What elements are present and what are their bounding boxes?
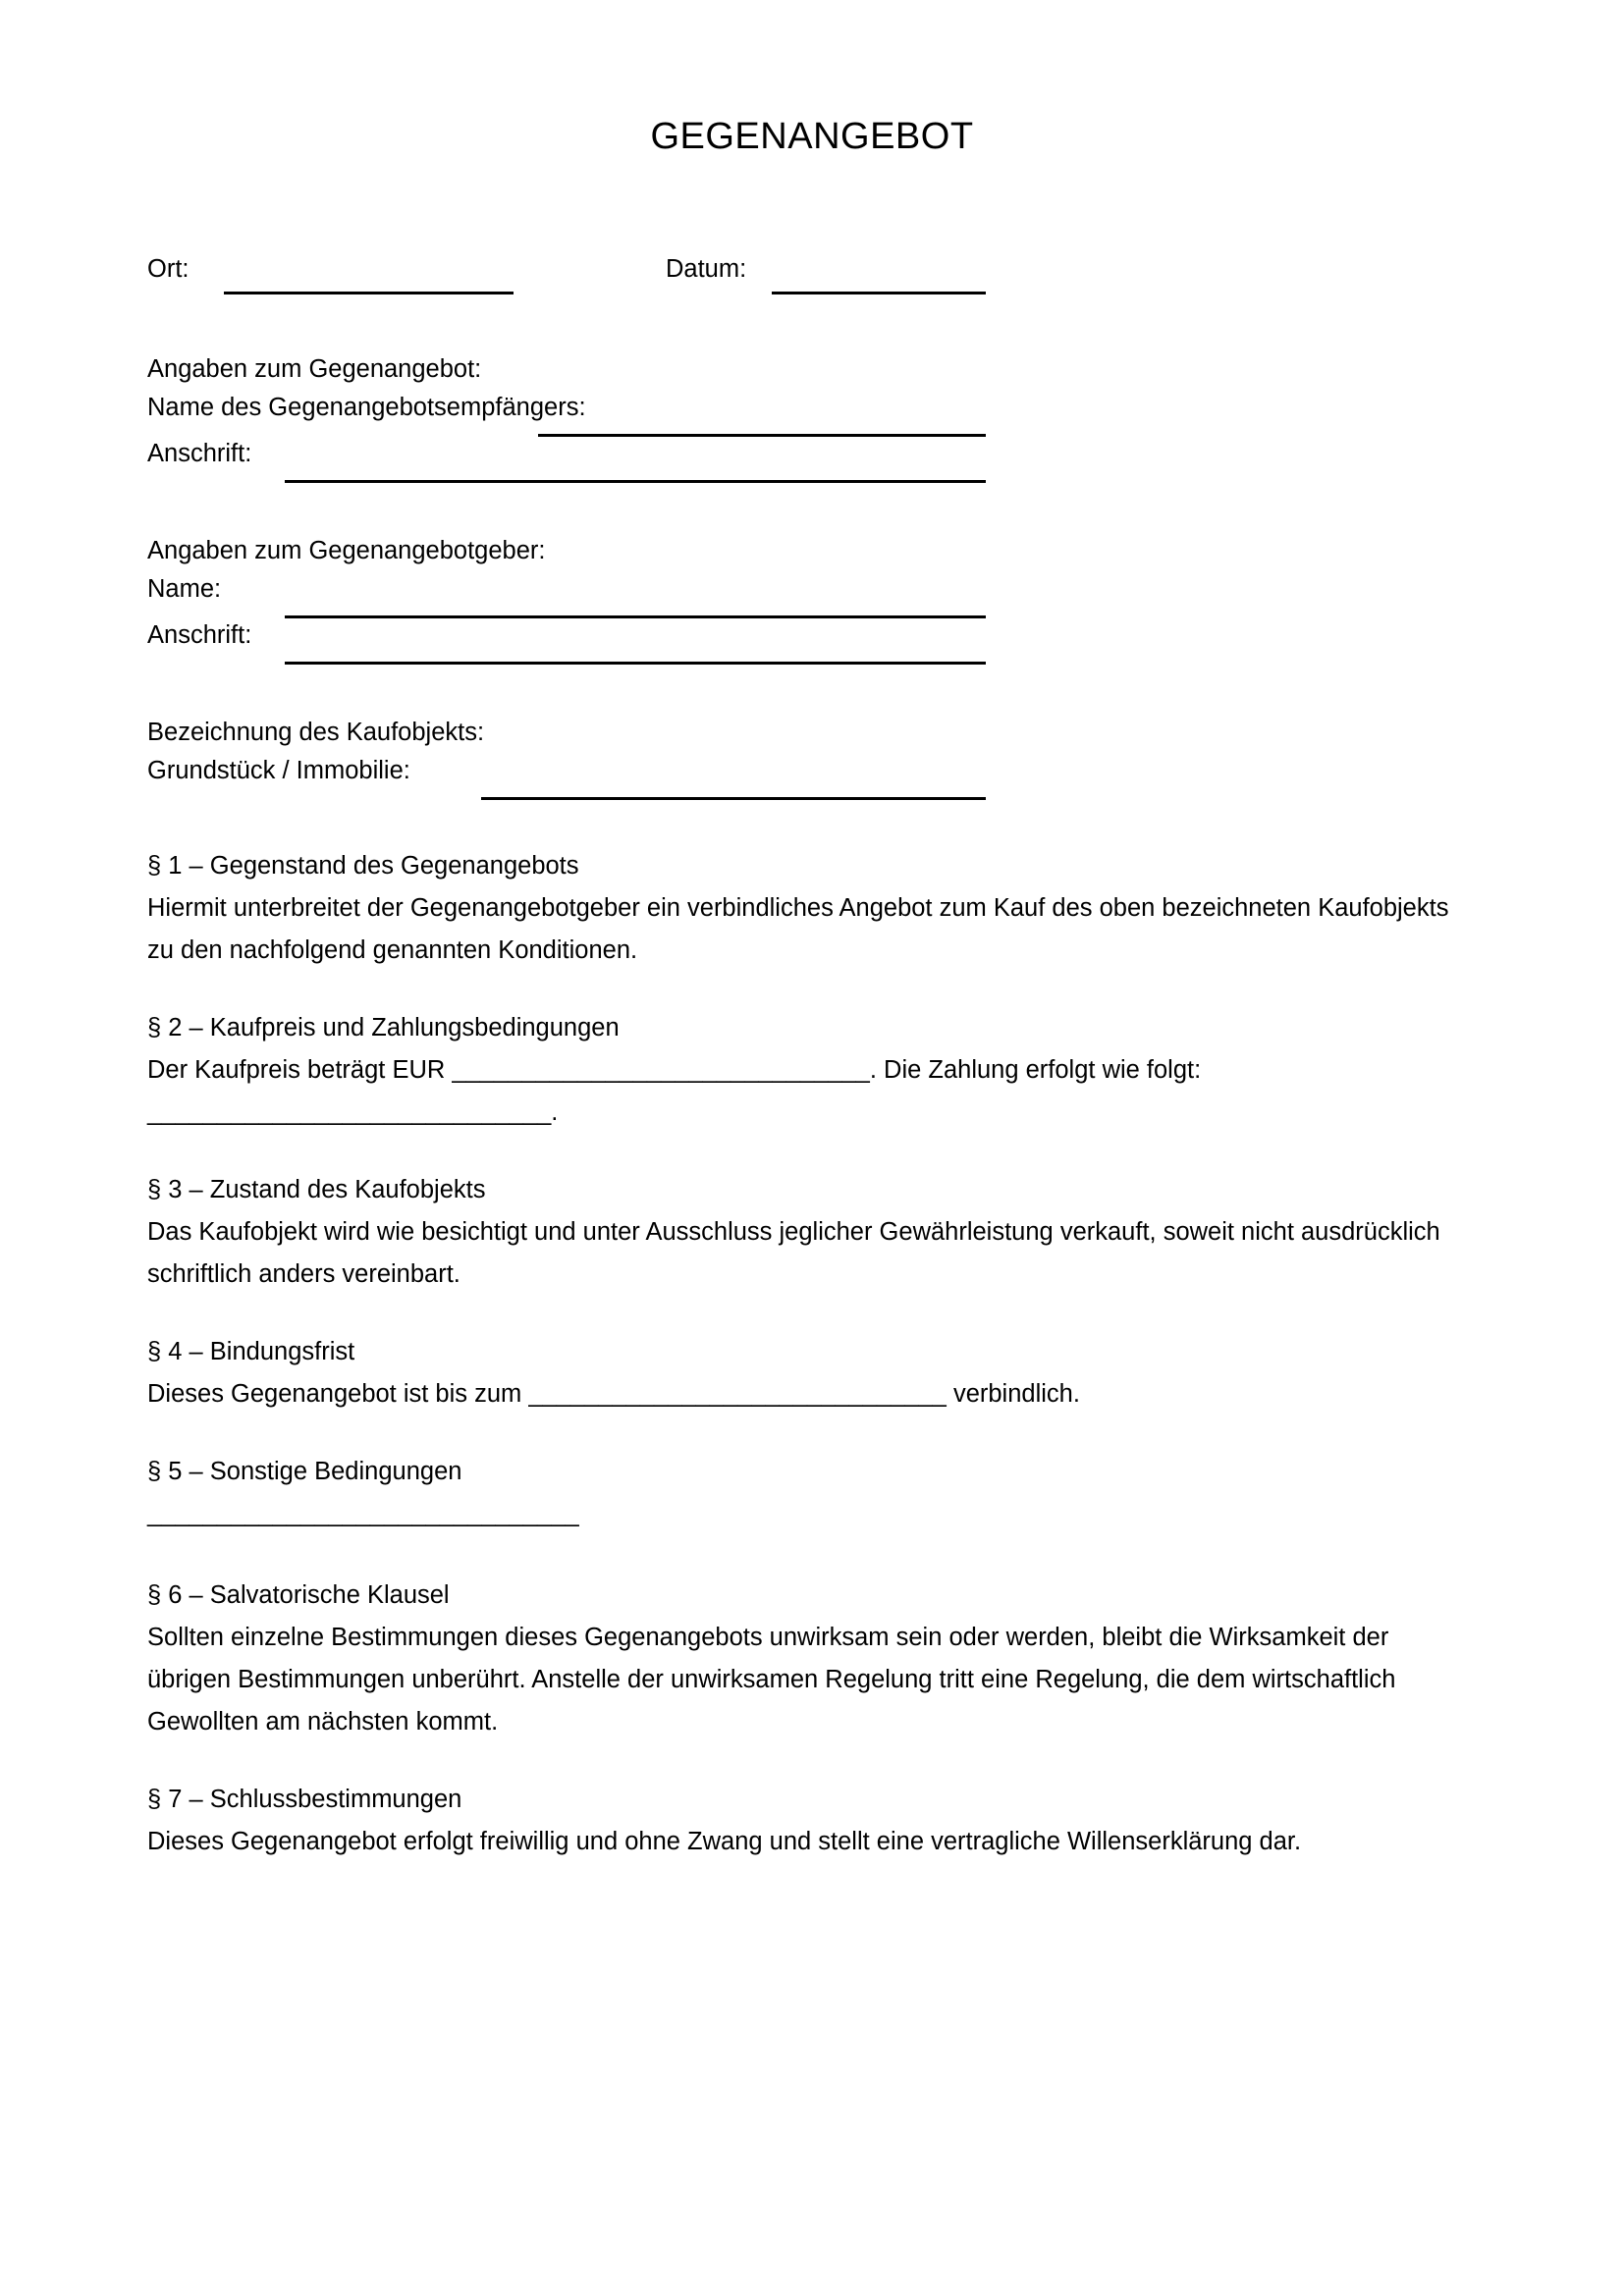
- recipient-name-label: Name des Gegenangebotsempfängers:: [147, 394, 586, 421]
- spacer: [147, 667, 1477, 710]
- kaufpreis-blank[interactable]: ______________________________: [452, 1056, 870, 1084]
- spacer: [147, 299, 1477, 347]
- section-2-heading: § 2 – Kaufpreis und Zahlungsbedingungen: [147, 1014, 620, 1041]
- object-property-label: Grundstück / Immobilie:: [147, 757, 410, 784]
- section-3-heading: § 3 – Zustand des Kaufobjekts: [147, 1176, 486, 1203]
- document-content: [147, 0, 1477, 1863]
- ort-datum-row: [147, 254, 1477, 299]
- spacer: [147, 802, 1477, 845]
- ort-label: Ort:: [147, 255, 189, 283]
- recipient-address-row: [147, 439, 1477, 485]
- section-2-payment-line: [147, 1092, 1477, 1134]
- section-3-body: Das Kaufobjekt wird wie besichtigt und unter Ausschluss jeglicher Gewährleistung verkauft, soweit nicht ausdrücklich schriftlich anders vereinbart.: [147, 1218, 1440, 1288]
- section-5-heading: § 5 – Sonstige Bedingungen: [147, 1458, 462, 1485]
- ort-input-rule[interactable]: [224, 292, 514, 294]
- zahlung-blank[interactable]: _____________________________: [147, 1098, 552, 1126]
- spacer: [147, 1134, 1477, 1169]
- spacer: [147, 1743, 1477, 1779]
- section-7: [147, 1779, 1477, 1863]
- object-property-input-rule[interactable]: [481, 797, 986, 800]
- datum-label: Datum:: [666, 255, 747, 283]
- spacer: [147, 1535, 1477, 1575]
- offeror-block-title: Angaben zum Gegenangebotgeber:: [147, 537, 546, 564]
- section-6: [147, 1575, 1477, 1743]
- section-4-heading: § 4 – Bindungsfrist: [147, 1338, 355, 1365]
- object-property-row: [147, 756, 1477, 802]
- bindungsfrist-blank[interactable]: ______________________________: [528, 1380, 947, 1408]
- section-7-body: Dieses Gegenangebot erfolgt freiwillig und ohne Zwang und stellt eine vertragliche Willenserklärung dar.: [147, 1828, 1302, 1855]
- section-7-heading: § 7 – Schlussbestimmungen: [147, 1786, 462, 1813]
- offeror-name-row: [147, 574, 1477, 620]
- section-2: [147, 1007, 1477, 1134]
- spacer: [147, 1296, 1477, 1331]
- recipient-block: [147, 347, 1477, 485]
- section-4-text-part2: verbindlich.: [946, 1380, 1080, 1408]
- offeror-block: [147, 528, 1477, 667]
- spacer: [147, 1415, 1477, 1451]
- section-4-text-part1: Dieses Gegenangebot ist bis zum: [147, 1380, 529, 1408]
- section-2-text-part2: . Die Zahlung erfolgt wie folgt:: [869, 1056, 1202, 1084]
- spacer: [147, 972, 1477, 1007]
- datum-input-rule[interactable]: [772, 292, 986, 294]
- section-5: [147, 1451, 1477, 1535]
- object-block: [147, 710, 1477, 802]
- sonstige-bedingungen-blank[interactable]: _______________________________: [147, 1500, 579, 1527]
- recipient-name-row: [147, 393, 1477, 439]
- page-title: GEGENANGEBOT: [650, 116, 974, 157]
- section-4: [147, 1331, 1477, 1415]
- section-1: [147, 845, 1477, 972]
- recipient-address-label: Anschrift:: [147, 440, 252, 467]
- object-block-title: Bezeichnung des Kaufobjekts:: [147, 719, 485, 746]
- section-6-body: Sollten einzelne Bestimmungen dieses Gegenangebots unwirksam sein oder werden, bleibt die Wirksamkeit der übrigen Bestimmungen unberührt. Anstelle der unwirksamen Regelung tritt eine Regelung, die dem wirtschaftlich Gewollten am nächsten kommt.: [147, 1624, 1396, 1735]
- spacer: [147, 485, 1477, 528]
- section-2-text-part1: Der Kaufpreis beträgt EUR: [147, 1056, 453, 1084]
- offeror-name-label: Name:: [147, 575, 222, 603]
- offeror-address-input-rule[interactable]: [285, 662, 986, 665]
- offeror-address-label: Anschrift:: [147, 621, 252, 649]
- offeror-name-input-rule[interactable]: [285, 615, 986, 618]
- section-1-heading: § 1 – Gegenstand des Gegenangebots: [147, 852, 579, 880]
- section-2-text-part3: .: [551, 1098, 559, 1126]
- section-4-body: [147, 1373, 1477, 1415]
- section-1-body: Hiermit unterbreitet der Gegenangebotgeber ein verbindliches Angebot zum Kauf des oben bezeichneten Kaufobjekts zu den nachfolgend genannten Konditionen.: [147, 894, 1449, 964]
- recipient-name-input-rule[interactable]: [538, 434, 986, 437]
- offeror-address-row: [147, 620, 1477, 667]
- section-3: [147, 1169, 1477, 1296]
- recipient-block-title: Angaben zum Gegenangebot:: [147, 355, 482, 383]
- recipient-address-input-rule[interactable]: [285, 480, 986, 483]
- section-2-body: [147, 1049, 1477, 1092]
- section-6-heading: § 6 – Salvatorische Klausel: [147, 1581, 450, 1609]
